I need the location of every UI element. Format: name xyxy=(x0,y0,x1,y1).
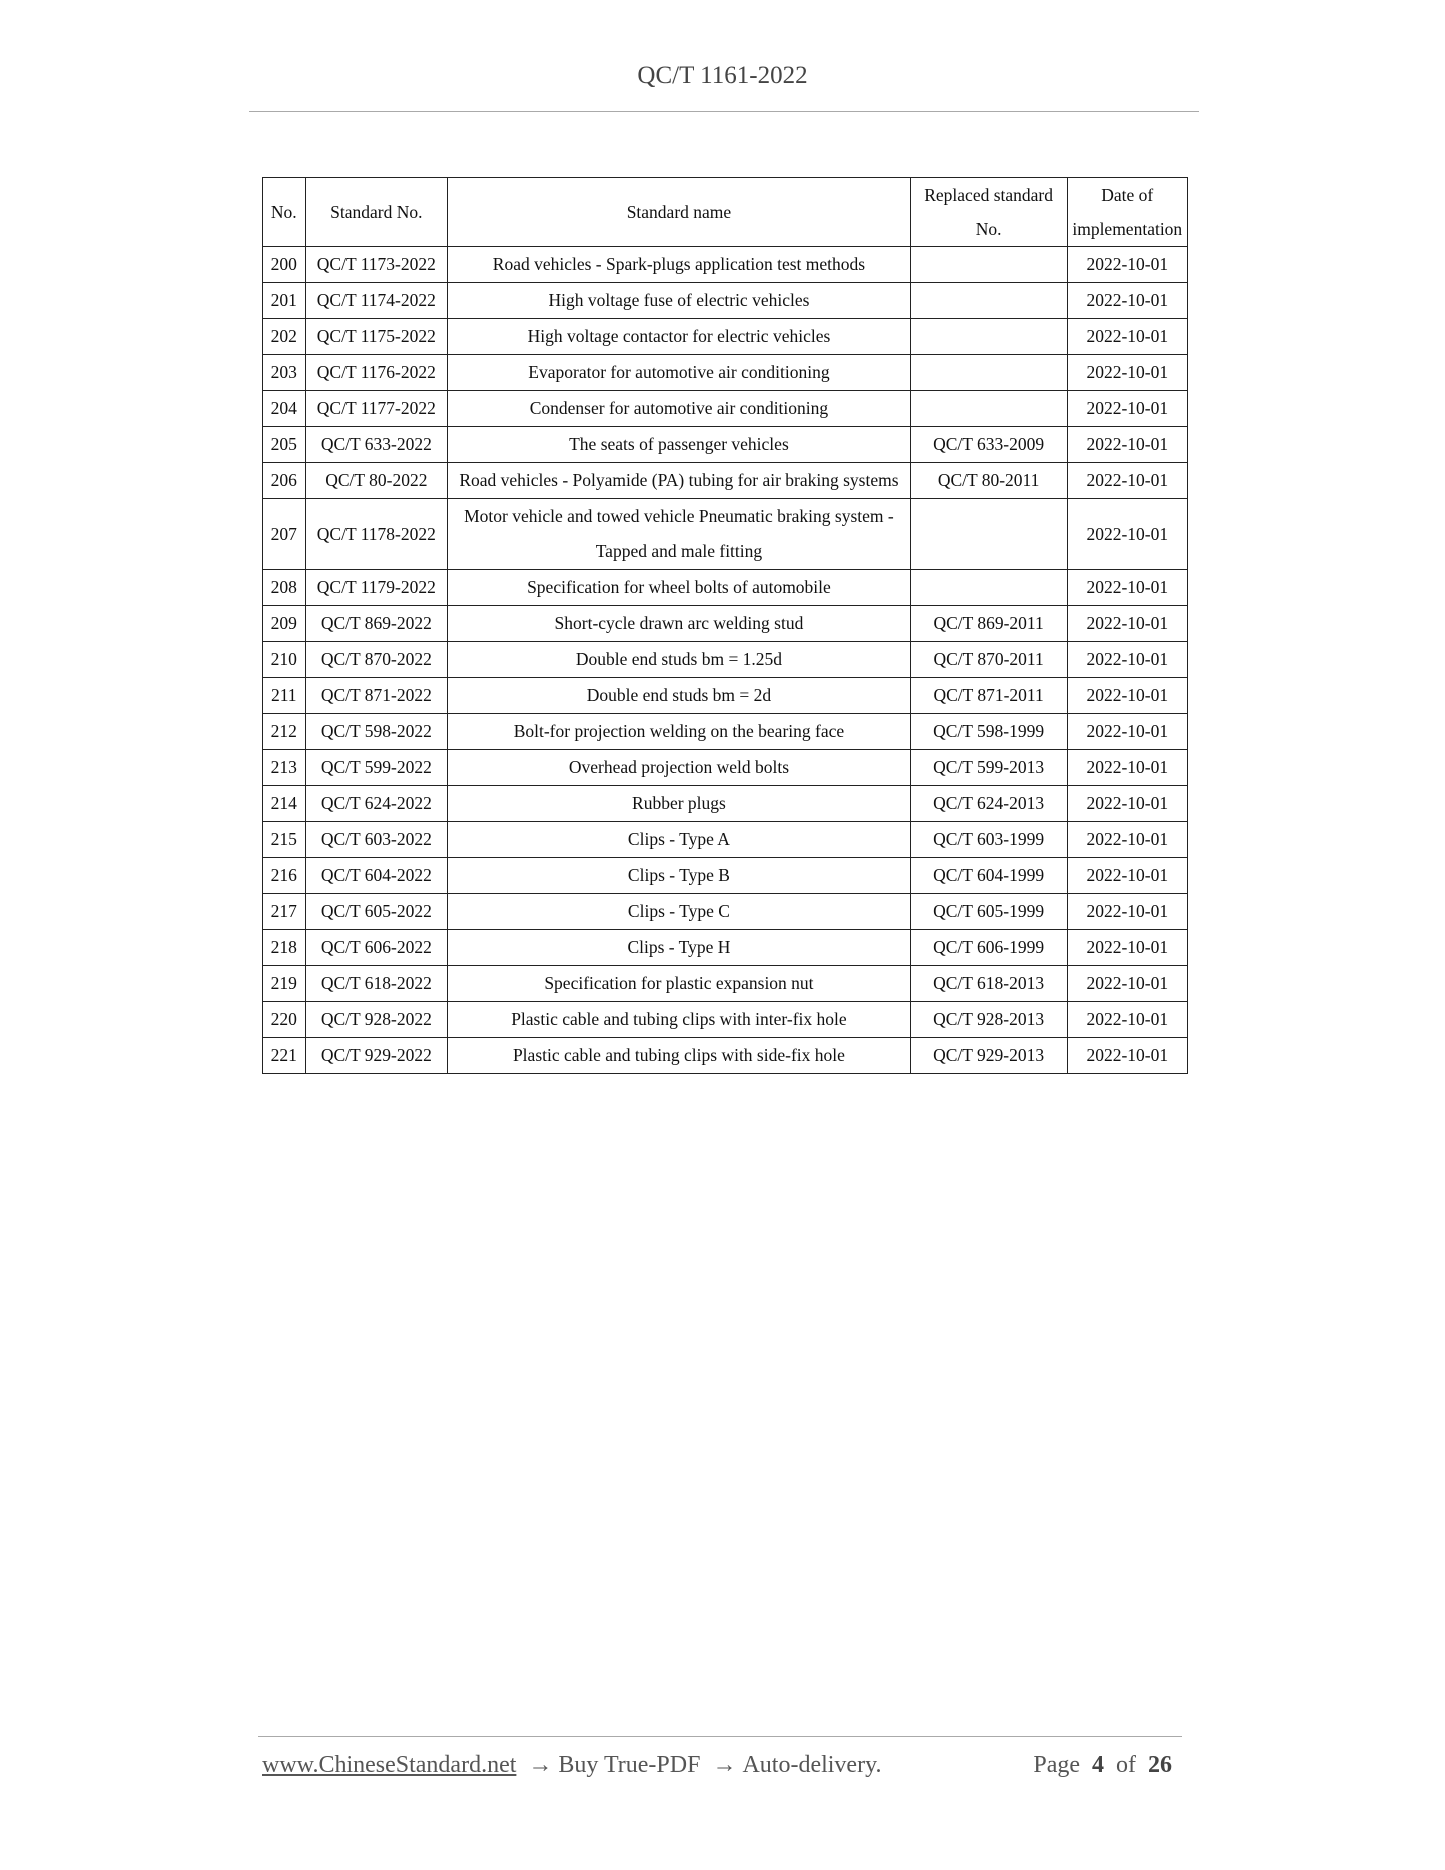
cell-standard-name: Short-cycle drawn arc welding stud xyxy=(448,606,911,642)
cell-no: 219 xyxy=(263,966,306,1002)
cell-standard-name: Specification for plastic expansion nut xyxy=(448,966,911,1002)
of-label: of xyxy=(1116,1752,1136,1778)
cell-standard-name: Double end studs bm = 2d xyxy=(448,678,911,714)
cell-date: 2022-10-01 xyxy=(1067,570,1187,606)
cell-no: 201 xyxy=(263,283,306,319)
cell-date: 2022-10-01 xyxy=(1067,1002,1187,1038)
page-indicator xyxy=(1033,1752,1178,1779)
cell-standard-no: QC/T 605-2022 xyxy=(305,894,448,930)
table-row xyxy=(263,499,1188,570)
cell-date: 2022-10-01 xyxy=(1067,427,1187,463)
table-row xyxy=(263,606,1188,642)
column-header-no: No. xyxy=(263,178,306,247)
cell-standard-no: QC/T 1175-2022 xyxy=(305,319,448,355)
cell-no: 208 xyxy=(263,570,306,606)
cell-date: 2022-10-01 xyxy=(1067,822,1187,858)
table-row xyxy=(263,714,1188,750)
cell-standard-no: QC/T 618-2022 xyxy=(305,966,448,1002)
cell-standard-name: Double end studs bm = 1.25d xyxy=(448,642,911,678)
cell-standard-no: QC/T 633-2022 xyxy=(305,427,448,463)
table-header-row xyxy=(263,178,1188,247)
cell-no: 207 xyxy=(263,499,306,570)
cell-no: 209 xyxy=(263,606,306,642)
cell-date: 2022-10-01 xyxy=(1067,355,1187,391)
cell-date: 2022-10-01 xyxy=(1067,1038,1187,1074)
cell-no: 211 xyxy=(263,678,306,714)
cell-standard-no: QC/T 870-2022 xyxy=(305,642,448,678)
buy-true-pdf-text: Buy True-PDF xyxy=(558,1752,701,1778)
cell-no: 200 xyxy=(263,247,306,283)
table-row xyxy=(263,930,1188,966)
cell-standard-name: High voltage contactor for electric vehicles xyxy=(448,319,911,355)
cell-standard-name: Plastic cable and tubing clips with side-fix hole xyxy=(448,1038,911,1074)
cell-replaced-standard-no xyxy=(910,391,1067,427)
cell-no: 204 xyxy=(263,391,306,427)
table-row xyxy=(263,355,1188,391)
cell-standard-name: Overhead projection weld bolts xyxy=(448,750,911,786)
auto-delivery-text: Auto-delivery. xyxy=(742,1752,882,1778)
cell-date: 2022-10-01 xyxy=(1067,319,1187,355)
table-row xyxy=(263,247,1188,283)
cell-standard-name: The seats of passenger vehicles xyxy=(448,427,911,463)
cell-standard-no: QC/T 1178-2022 xyxy=(305,499,448,570)
table-row xyxy=(263,894,1188,930)
cell-replaced-standard-no xyxy=(910,319,1067,355)
cell-standard-no: QC/T 624-2022 xyxy=(305,786,448,822)
cell-replaced-standard-no: QC/T 604-1999 xyxy=(910,858,1067,894)
cell-standard-no: QC/T 1179-2022 xyxy=(305,570,448,606)
cell-standard-no: QC/T 599-2022 xyxy=(305,750,448,786)
cell-standard-name: Evaporator for automotive air conditioning xyxy=(448,355,911,391)
cell-standard-name: Clips - Type C xyxy=(448,894,911,930)
column-header-date-of-implementation: Date of implementation xyxy=(1067,178,1187,247)
cell-standard-no: QC/T 928-2022 xyxy=(305,1002,448,1038)
table-body xyxy=(263,247,1188,1074)
cell-replaced-standard-no: QC/T 603-1999 xyxy=(910,822,1067,858)
column-header-standard-no: Standard No. xyxy=(305,178,448,247)
table-row xyxy=(263,750,1188,786)
page-label: Page xyxy=(1033,1752,1080,1778)
cell-replaced-standard-no xyxy=(910,499,1067,570)
cell-replaced-standard-no: QC/T 618-2013 xyxy=(910,966,1067,1002)
cell-no: 218 xyxy=(263,930,306,966)
cell-replaced-standard-no xyxy=(910,355,1067,391)
cell-standard-no: QC/T 929-2022 xyxy=(305,1038,448,1074)
site-link[interactable]: www.ChineseStandard.net xyxy=(262,1752,517,1778)
table-row xyxy=(263,391,1188,427)
cell-standard-no: QC/T 604-2022 xyxy=(305,858,448,894)
cell-date: 2022-10-01 xyxy=(1067,247,1187,283)
cell-replaced-standard-no xyxy=(910,283,1067,319)
cell-no: 203 xyxy=(263,355,306,391)
cell-no: 206 xyxy=(263,463,306,499)
cell-replaced-standard-no: QC/T 870-2011 xyxy=(910,642,1067,678)
cell-no: 221 xyxy=(263,1038,306,1074)
table-row xyxy=(263,966,1188,1002)
standards-table xyxy=(262,177,1188,1074)
cell-standard-no: QC/T 1176-2022 xyxy=(305,355,448,391)
table-row xyxy=(263,570,1188,606)
column-header-standard-name: Standard name xyxy=(448,178,911,247)
cell-standard-name: Clips - Type H xyxy=(448,930,911,966)
table-row xyxy=(263,858,1188,894)
cell-date: 2022-10-01 xyxy=(1067,283,1187,319)
table-row xyxy=(263,822,1188,858)
cell-replaced-standard-no: QC/T 599-2013 xyxy=(910,750,1067,786)
cell-date: 2022-10-01 xyxy=(1067,391,1187,427)
table-row xyxy=(263,1038,1188,1074)
cell-date: 2022-10-01 xyxy=(1067,606,1187,642)
cell-no: 202 xyxy=(263,319,306,355)
cell-no: 215 xyxy=(263,822,306,858)
cell-no: 217 xyxy=(263,894,306,930)
cell-standard-name: Clips - Type B xyxy=(448,858,911,894)
cell-standard-no: QC/T 871-2022 xyxy=(305,678,448,714)
cell-replaced-standard-no: QC/T 928-2013 xyxy=(910,1002,1067,1038)
cell-replaced-standard-no: QC/T 633-2009 xyxy=(910,427,1067,463)
footer-divider xyxy=(258,1736,1182,1737)
cell-standard-name: High voltage fuse of electric vehicles xyxy=(448,283,911,319)
cell-no: 214 xyxy=(263,786,306,822)
cell-replaced-standard-no: QC/T 606-1999 xyxy=(910,930,1067,966)
cell-standard-name: Road vehicles - Spark-plugs application test methods xyxy=(448,247,911,283)
page-current: 4 xyxy=(1092,1752,1104,1778)
cell-date: 2022-10-01 xyxy=(1067,966,1187,1002)
cell-replaced-standard-no: QC/T 598-1999 xyxy=(910,714,1067,750)
cell-no: 216 xyxy=(263,858,306,894)
cell-standard-name: Motor vehicle and towed vehicle Pneumatic braking system - Tapped and male fitting xyxy=(448,499,911,570)
cell-standard-name: Bolt-for projection welding on the bearing face xyxy=(448,714,911,750)
cell-replaced-standard-no: QC/T 871-2011 xyxy=(910,678,1067,714)
cell-date: 2022-10-01 xyxy=(1067,499,1187,570)
cell-standard-name: Clips - Type A xyxy=(448,822,911,858)
cell-no: 220 xyxy=(263,1002,306,1038)
cell-standard-no: QC/T 1177-2022 xyxy=(305,391,448,427)
page-header-title: QC/T 1161-2022 xyxy=(637,62,808,89)
table-row xyxy=(263,642,1188,678)
table-row xyxy=(263,283,1188,319)
cell-date: 2022-10-01 xyxy=(1067,858,1187,894)
cell-date: 2022-10-01 xyxy=(1067,786,1187,822)
cell-date: 2022-10-01 xyxy=(1067,750,1187,786)
column-header-replaced-standard-no: Replaced standard No. xyxy=(910,178,1067,247)
cell-replaced-standard-no: QC/T 624-2013 xyxy=(910,786,1067,822)
cell-replaced-standard-no: QC/T 869-2011 xyxy=(910,606,1067,642)
cell-standard-no: QC/T 606-2022 xyxy=(305,930,448,966)
cell-replaced-standard-no xyxy=(910,247,1067,283)
cell-standard-no: QC/T 598-2022 xyxy=(305,714,448,750)
table-row xyxy=(263,1002,1188,1038)
cell-date: 2022-10-01 xyxy=(1067,894,1187,930)
table-row xyxy=(263,319,1188,355)
cell-standard-no: QC/T 603-2022 xyxy=(305,822,448,858)
cell-standard-no: QC/T 869-2022 xyxy=(305,606,448,642)
cell-no: 205 xyxy=(263,427,306,463)
cell-replaced-standard-no xyxy=(910,570,1067,606)
header-divider xyxy=(249,111,1199,112)
cell-standard-no: QC/T 80-2022 xyxy=(305,463,448,499)
cell-no: 210 xyxy=(263,642,306,678)
table-row xyxy=(263,678,1188,714)
cell-replaced-standard-no: QC/T 929-2013 xyxy=(910,1038,1067,1074)
table-row xyxy=(263,786,1188,822)
cell-standard-name: Plastic cable and tubing clips with inter-fix hole xyxy=(448,1002,911,1038)
cell-standard-name: Condenser for automotive air conditioning xyxy=(448,391,911,427)
cell-standard-name: Road vehicles - Polyamide (PA) tubing for air braking systems xyxy=(448,463,911,499)
cell-replaced-standard-no: QC/T 605-1999 xyxy=(910,894,1067,930)
cell-replaced-standard-no: QC/T 80-2011 xyxy=(910,463,1067,499)
cell-standard-no: QC/T 1173-2022 xyxy=(305,247,448,283)
cell-date: 2022-10-01 xyxy=(1067,930,1187,966)
cell-date: 2022-10-01 xyxy=(1067,642,1187,678)
cell-no: 213 xyxy=(263,750,306,786)
cell-no: 212 xyxy=(263,714,306,750)
page-footer xyxy=(262,1752,1182,1779)
cell-standard-name: Rubber plugs xyxy=(448,786,911,822)
page-total: 26 xyxy=(1148,1752,1172,1778)
cell-standard-name: Specification for wheel bolts of automobile xyxy=(448,570,911,606)
cell-standard-no: QC/T 1174-2022 xyxy=(305,283,448,319)
arrow-right-icon: → xyxy=(712,1752,737,1778)
cell-date: 2022-10-01 xyxy=(1067,678,1187,714)
arrow-right-icon: → xyxy=(528,1752,553,1778)
table-row xyxy=(263,463,1188,499)
cell-date: 2022-10-01 xyxy=(1067,463,1187,499)
cell-date: 2022-10-01 xyxy=(1067,714,1187,750)
table-row xyxy=(263,427,1188,463)
